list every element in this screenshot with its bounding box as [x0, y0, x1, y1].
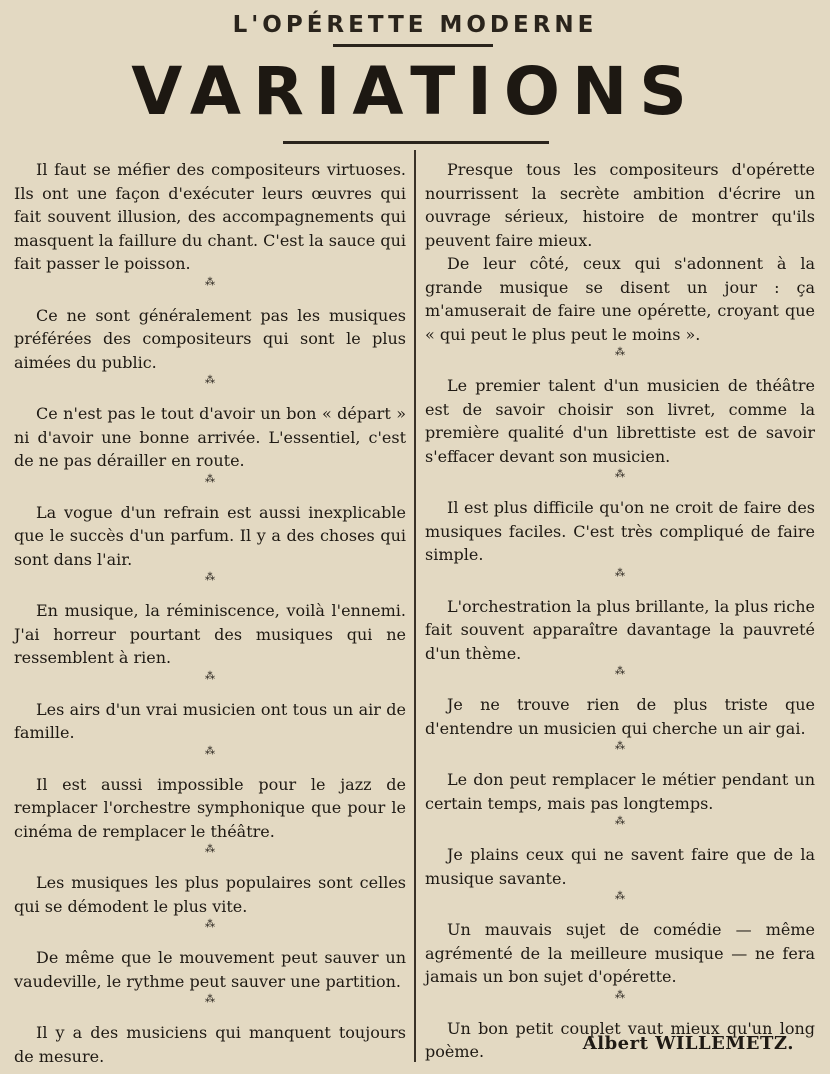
- column-divider: [414, 150, 416, 1062]
- author-signature: Albert WILLEMETZ.: [582, 1033, 794, 1054]
- paragraph: Je ne trouve rien de plus triste que d'entendre un musicien qui cherche un air gai.: [425, 695, 815, 738]
- asterism-separator: ⁂: [205, 745, 215, 757]
- page-title: VARIATIONS: [131, 53, 699, 130]
- right-column: [425, 158, 815, 1064]
- paragraph: Ce n'est pas le tout d'avoir un bon « départ » ni d'avoir une bonne arrivée. L'essentiel, c'est de ne pas dérailler en route.: [14, 404, 406, 470]
- paragraph: Les airs d'un vrai musicien ont tous un air de famille.: [14, 699, 406, 742]
- asterism-separator: ⁂: [205, 919, 215, 930]
- paragraph: L'orchestration la plus brillante, la plus riche fait souvent apparaître davantage la pauvreté d'un thème.: [425, 596, 815, 663]
- asterism-separator: ⁂: [205, 473, 215, 485]
- asterism-separator: ⁂: [615, 741, 625, 752]
- asterism-separator: ⁂: [615, 469, 625, 480]
- asterism-separator: ⁂: [205, 670, 215, 682]
- asterism-separator: ⁂: [615, 891, 625, 902]
- paragraph: De même que le mouvement peut sauver un vaudeville, le rythme peut sauver une partition.: [14, 948, 406, 991]
- paragraph: Il est plus difficile qu'on ne croit de faire des musiques faciles. C'est très compliqué de faire simple.: [425, 498, 815, 564]
- asterism-separator: ⁂: [615, 666, 625, 677]
- paragraph: En musique, la réminiscence, voilà l'ennemi. J'ai horreur pourtant des musiques qui ne ressemblent à rien.: [14, 601, 406, 667]
- paragraph: Presque tous les compositeurs d'opérette nourrissent la secrète ambition d'écrire un ouvrage sérieux, histoire de montrer qu'ils peuvent faire mieux.: [425, 160, 815, 250]
- paragraph: Un mauvais sujet de comédie — même agrémenté de la meilleure musique — ne fera jamais un bon sujet d'opérette.: [425, 920, 815, 986]
- paragraph: De leur côté, ceux qui s'adonnent à la grande musique se disent un jour : ça m'amuserait de faire une opérette, croyant que « qui peut le plus peut le moins ».: [425, 254, 815, 344]
- kicker-rule: [333, 44, 493, 47]
- asterism-separator: ⁂: [615, 816, 625, 827]
- paragraph: La vogue d'un refrain est aussi inexplicable que le succès d'un parfum. Il y a des choses qui sont dans l'air.: [14, 502, 406, 569]
- paragraph: Le premier talent d'un musicien de théâtre est de savoir choisir son livret, comme la première qualité d'un librettiste est de savoir s'effacer devant son musicien.: [425, 376, 815, 466]
- paragraph: Je plains ceux qui ne savent faire que de la musique savante.: [425, 845, 815, 888]
- asterism-separator: ⁂: [205, 572, 215, 583]
- paragraph: Les musiques les plus populaires sont celles qui se démodent le plus vite.: [14, 873, 406, 916]
- asterism-separator: ⁂: [615, 989, 625, 1001]
- paragraph: Un bon petit couplet vaut mieux qu'un long poème.: [425, 1018, 815, 1061]
- asterism-separator: ⁂: [205, 994, 215, 1005]
- asterism-separator: ⁂: [615, 347, 625, 358]
- left-column: [14, 158, 406, 1068]
- paragraph: Il y a des musiciens qui manquent toujours de mesure.: [14, 1023, 406, 1066]
- paragraph: Le don peut remplacer le métier pendant un certain temps, mais pas longtemps.: [425, 770, 815, 813]
- asterism-separator: ⁂: [205, 844, 215, 855]
- section-kicker: L'OPÉRETTE MODERNE: [232, 12, 598, 38]
- asterism-separator: ⁂: [205, 375, 215, 386]
- paragraph: Il est aussi impossible pour le jazz de remplacer l'orchestre symphonique que pour le cinéma de remplacer le théâtre.: [14, 774, 406, 841]
- paragraph: Ce ne sont généralement pas les musiques préférées des compositeurs qui sont le plus aimées du public.: [14, 305, 406, 372]
- paragraph: Il faut se méfier des compositeurs virtuoses. Ils ont une façon d'exécuter leurs œuvres qui fait souvent illusion, des accompagnements qui masquent la faillure du chant. C'est la sauce qui fait passer le poisson.: [14, 160, 406, 273]
- asterism-separator: ⁂: [205, 276, 215, 288]
- title-rule: [283, 141, 549, 144]
- asterism-separator: ⁂: [615, 567, 625, 579]
